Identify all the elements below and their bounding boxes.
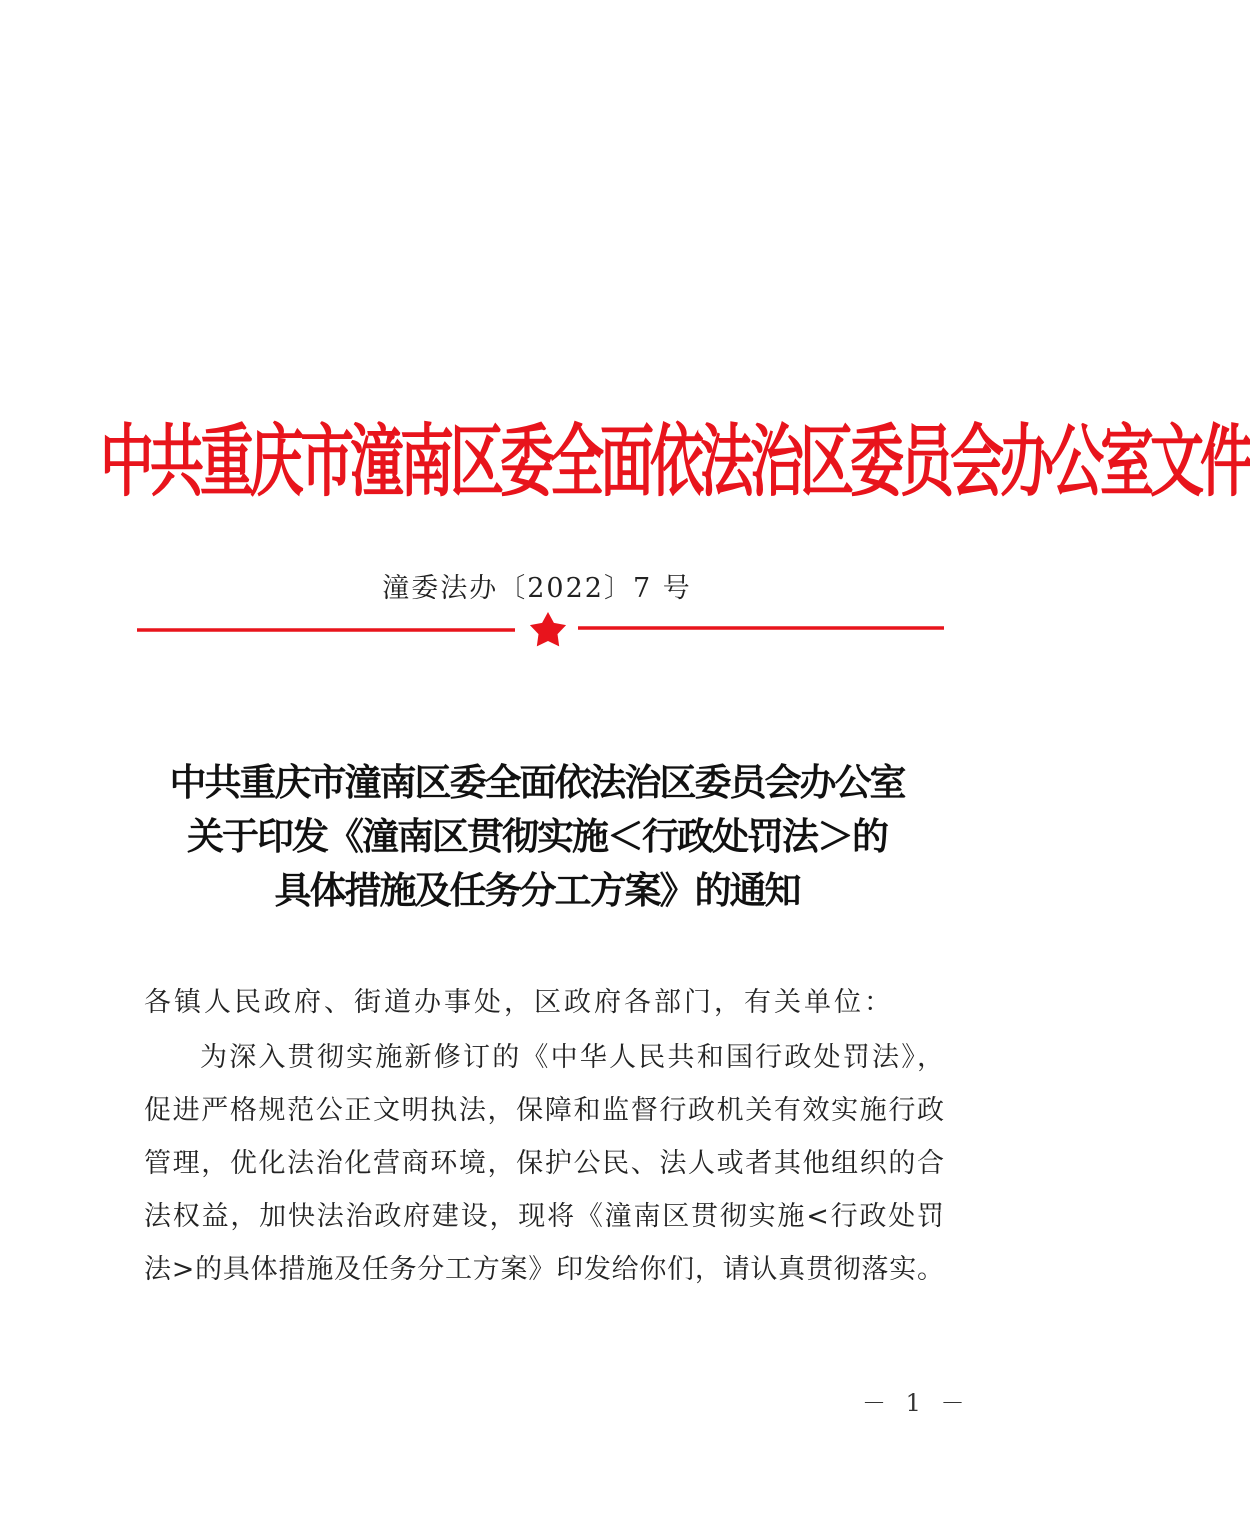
notice-title-line: 具体措施及任务分工方案》的通知 [274,869,800,912]
header-divider [0,612,1074,652]
body-line: 法权益，加快法治政府建设，现将《潼南区贯彻实施<行政处罚 [144,1201,944,1232]
body-paragraph [144,1031,944,1296]
page-number: － 1 － [862,1389,971,1417]
recipients: 各镇人民政府、街道办事处，区政府各部门，有关单位： [144,987,894,1018]
notice-title-line: 中共重庆市潼南区委全面依法治区委员会办公室 [169,761,905,804]
notice-title [100,756,974,918]
header-org-title: 中共重庆市潼南区委全面依法治区委员会办公室文件 [100,415,1250,508]
star-icon [530,612,566,646]
body-line: 为深入贯彻实施新修订的《中华人民共和国行政处罚法》， [200,1042,944,1073]
body-line: 促进严格规范公正文明执法，保障和监督行政机关有效实施行政 [144,1095,944,1126]
document-number: 潼委法办〔2022〕7 号 [382,573,692,604]
notice-title-line: 关于印发《潼南区贯彻实施＜行政处罚法＞的 [187,815,887,858]
body-line: 法>的具体措施及任务分工方案》印发给你们，请认真贯彻落实。 [144,1254,944,1285]
body-line: 管理，优化法治化营商环境，保护公民、法人或者其他组织的合 [144,1148,944,1179]
